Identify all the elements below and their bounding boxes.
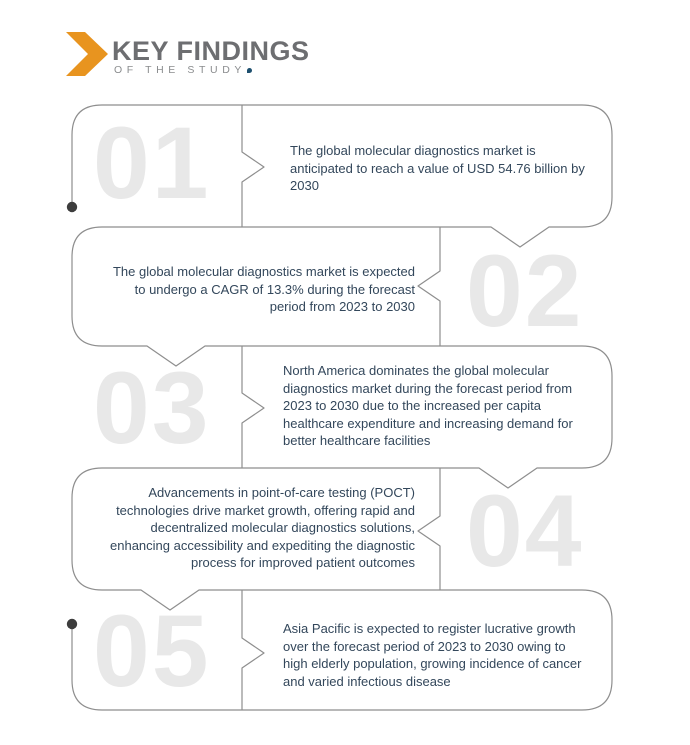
finding-text-04: Advancements in point-of-care testing (POCT) technologies drive market growth, offering rapid and decentralized molecular diagnostics solutions, enhancing accessibility and expediting the diagnostic process for improved patient outcomes [110,485,415,570]
page-title: KEY FINDINGS [112,36,310,66]
divider-chevron-4 [418,468,440,590]
divider-chevron-5 [242,590,264,710]
page-subtitle-text: OF THE STUDY [114,64,247,76]
finding-number-04: 04 [466,474,584,588]
finding-number-02: 02 [466,234,584,348]
finding-text-02: The global molecular diagnostics market is expected to undergo a CAGR of 13.3% during the forecast period from 2023 to 2030 [112,264,415,314]
finding-text-01: The global molecular diagnostics market is anticipated to reach a value of USD 54.76 billion by 2030 [290,143,585,193]
finding-number-01: 01 [93,106,211,220]
start-dot-icon [67,202,77,212]
finding-number-03: 03 [93,351,211,465]
finding-number-05: 05 [93,594,211,708]
divider-chevron-3 [242,346,264,468]
divider-chevron-2 [418,227,440,346]
finding-text-05: Asia Pacific is expected to register lucrative growth over the forecast period of 2023 to 2030 owing to high elderly population, growing incidence of cancer and varied infectious disease [283,621,582,689]
finding-text-03: North America dominates the global molecular diagnostics market during the forecast period from 2023 to 2030 due to the increased per capita healthcare expenditure and increasing demand for better healthcare facilities [283,363,573,448]
divider-chevron-1 [242,105,264,227]
end-dot-icon [67,619,77,629]
